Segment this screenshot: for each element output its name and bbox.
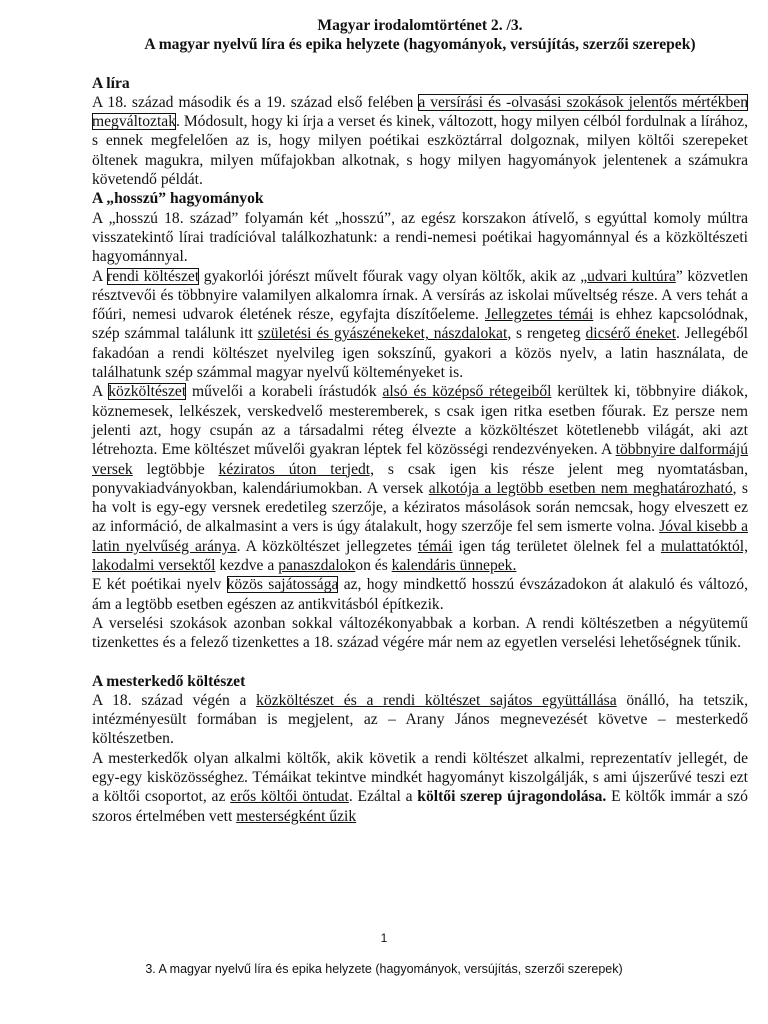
text-run: . Ezáltal a	[348, 788, 418, 806]
underlined-phrase: kéziratos úton terjedt,	[218, 460, 375, 478]
section-heading: A líra	[92, 74, 130, 92]
spacer	[92, 653, 748, 672]
boxed-term: közköltészet	[108, 383, 187, 401]
underlined-phrase: közköltészet és a rendi költészet sajátos együttállása	[256, 691, 617, 709]
text-run: igen tág területet ölelnek fel a	[452, 537, 661, 555]
paragraph	[92, 382, 748, 575]
underlined-phrase: udvari kultúra	[587, 267, 676, 285]
document-title: Magyar irodalomtörténet 2. /3.	[317, 17, 523, 34]
boxed-term: rendi költészet	[107, 267, 200, 285]
underlined-phrase: kalendáris ünnepek.	[391, 557, 517, 575]
underlined-phrase: erős költői öntudat	[230, 788, 349, 806]
boxed-term: közös sajátossága	[226, 576, 339, 594]
text-run: A	[92, 383, 109, 401]
section-heading: A mesterkedő költészet	[92, 672, 246, 690]
underlined-phrase: mesterségként űzik	[236, 807, 357, 825]
boxed-term: a versírási és -olvasási szokások jelentős mértékben megváltoztak	[92, 93, 748, 131]
page-footer: 3. A magyar nyelvű líra és epika helyzete (hagyományok, versújítás, szerzői szerepek)	[145, 962, 623, 976]
text-run: kezdve a	[215, 557, 279, 575]
paragraph	[92, 93, 748, 189]
underlined-phrase: témái	[417, 537, 453, 555]
underlined-phrase: panaszdalok	[278, 557, 356, 575]
page-number: 1	[380, 931, 388, 945]
text-run: A 18. század második és a 19. század első felében	[92, 93, 419, 111]
underlined-phrase: dicsérő éneket	[585, 325, 677, 343]
text-run: A mesterkedők olyan alkalmi költők, akik követik a rendi költészet alkalmi, reprezentatív jellegét, de egy-egy kisközösséghez. Témáikat tekintve mindkét hagyományt kiszolgálják, s ami újszerűvé teszi ezt a költői csoportot, az	[92, 749, 748, 806]
text-run: . Módosult, hogy ki írja a verset és kinek, változott, hogy milyen célból fordulnak a lírához, s ennek megfelelően az is, hogy milyen poétikai eszköztárral dolgoznak, milyen költői szerepeket öltenek magukra, milyen műfajokban alkotnak, s hogy milyen hagyományok jelentenek a számukra követendő példát.	[92, 113, 748, 189]
text-run: legtöbbje	[132, 460, 219, 478]
paragraph	[92, 749, 748, 826]
document-page	[92, 16, 748, 826]
section-heading: A „hosszú” hagyományok	[92, 190, 264, 208]
underlined-phrase: többnyire dalformájú versek	[92, 441, 748, 478]
text-run: önálló, ha tetszik, intézményesült formában is megjelent, az – Arany János megnevezését követve – mesterkedő költészetben.	[92, 691, 748, 748]
underlined-phrase: Jóval kisebb a latin nyelvűség aránya	[92, 518, 748, 555]
document-subtitle: A magyar nyelvű líra és epika helyzete (hagyományok, versújítás, szerzői szerepek)	[144, 36, 696, 54]
text-run: az, hogy mindkettő hosszú évszázadokon át alakuló és változó, ám a legtöbb esetben egészen az antikvitásból építkezik.	[92, 576, 748, 613]
paragraph	[92, 267, 748, 383]
underlined-phrase: születési és gyászénekeket, nászdalokat	[257, 325, 508, 343]
text-run: is ehhez kapcsolódnak, szép számmal találunk itt	[92, 306, 748, 343]
paragraph	[92, 614, 748, 653]
text-run: ” közvetlen résztvevői és többnyire valamilyen alkalomra írnak. A versírás az iskolai műveltség része. A vers tehát a főúri, nemesi udvarok életének része, egyfajta díszítőeleme.	[92, 267, 749, 324]
underlined-phrase: alsó és középső rétegeiből	[382, 383, 552, 401]
text-run: A verselési szokások azonban sokkal változékonyabbak a korban. A rendi költészetben a négyütemű tizenkettes és a felező tizenkettes a 18. század végére már nem az egyetlen verselési lehetőségnek tűnik.	[92, 614, 748, 652]
text-run: A „hosszú 18. század” folyamán két „hosszú”, az egész korszakon átívelő, s egyúttal komoly múltra visszatekintő lírai tradícióval találkozhatunk: a rendi-nemesi poétikai hagyománnyal és a közköltészeti hagyománnyal.	[92, 209, 748, 266]
text-run: , s rengeteg	[507, 325, 586, 343]
bold-phrase: költői szerep újragondolása.	[417, 788, 607, 806]
paragraph	[92, 575, 748, 614]
text-run: gyakorlói jórészt művelt főurak vagy olyan költők, akik az „	[199, 267, 588, 285]
text-run: s csak igen kis része jelent meg nyomtatásban, ponyvakiadványokban, kalendáriumokban. A versek	[92, 460, 748, 497]
underlined-phrase: Jellegzetes témái	[485, 306, 594, 324]
text-run: on és	[355, 557, 392, 575]
text-run: , s ha volt is egy-egy versnek eredetileg szerzője, a kéziratos másolások során nemcsak, hogy elveszett ez az információ, de alkalmasint a vers is úgy átalakult, hogy szerzője fel sem ismerte volna.	[92, 479, 748, 536]
paragraph	[92, 691, 748, 749]
text-run: E költők immár a szó szoros értelmében vett	[92, 788, 748, 825]
text-run: . A közköltészet jellegzetes	[236, 537, 418, 555]
text-run: A 18. század végén a	[92, 691, 257, 709]
text-run: kerültek ki, többnyire diákok, köznemesek, lelkészek, verskedvelő mesteremberek, s csak igen ritka esetben főurak. Ez persze nem jelenti azt, hogy csupán az a társadalmi réteg élvezte a közköltészet kötetlenebb világát, aki azt létrehozta. Eme költészet művelői gyakran léptek fel közösségi rendezvényeken. A	[92, 383, 748, 459]
document-body	[92, 74, 748, 826]
text-run: művelői a korabeli írástudók	[186, 383, 383, 401]
text-run: . Jellegéből fakadóan a rendi költészet nyelvileg igen sokszínű, gyakori a közös nyelv, a latin használata, de találhatunk szép számmal magyar nyelvű költeményeket is.	[92, 325, 748, 382]
text-run: A	[92, 267, 108, 285]
spacer	[92, 55, 748, 74]
paragraph	[92, 209, 748, 267]
text-run: E két poétikai nyelv	[92, 576, 227, 594]
underlined-phrase: alkotója a legtöbb esetben nem meghatározható	[428, 479, 733, 497]
underlined-phrase: mulattatóktól, lakodalmi versektől	[92, 537, 748, 575]
